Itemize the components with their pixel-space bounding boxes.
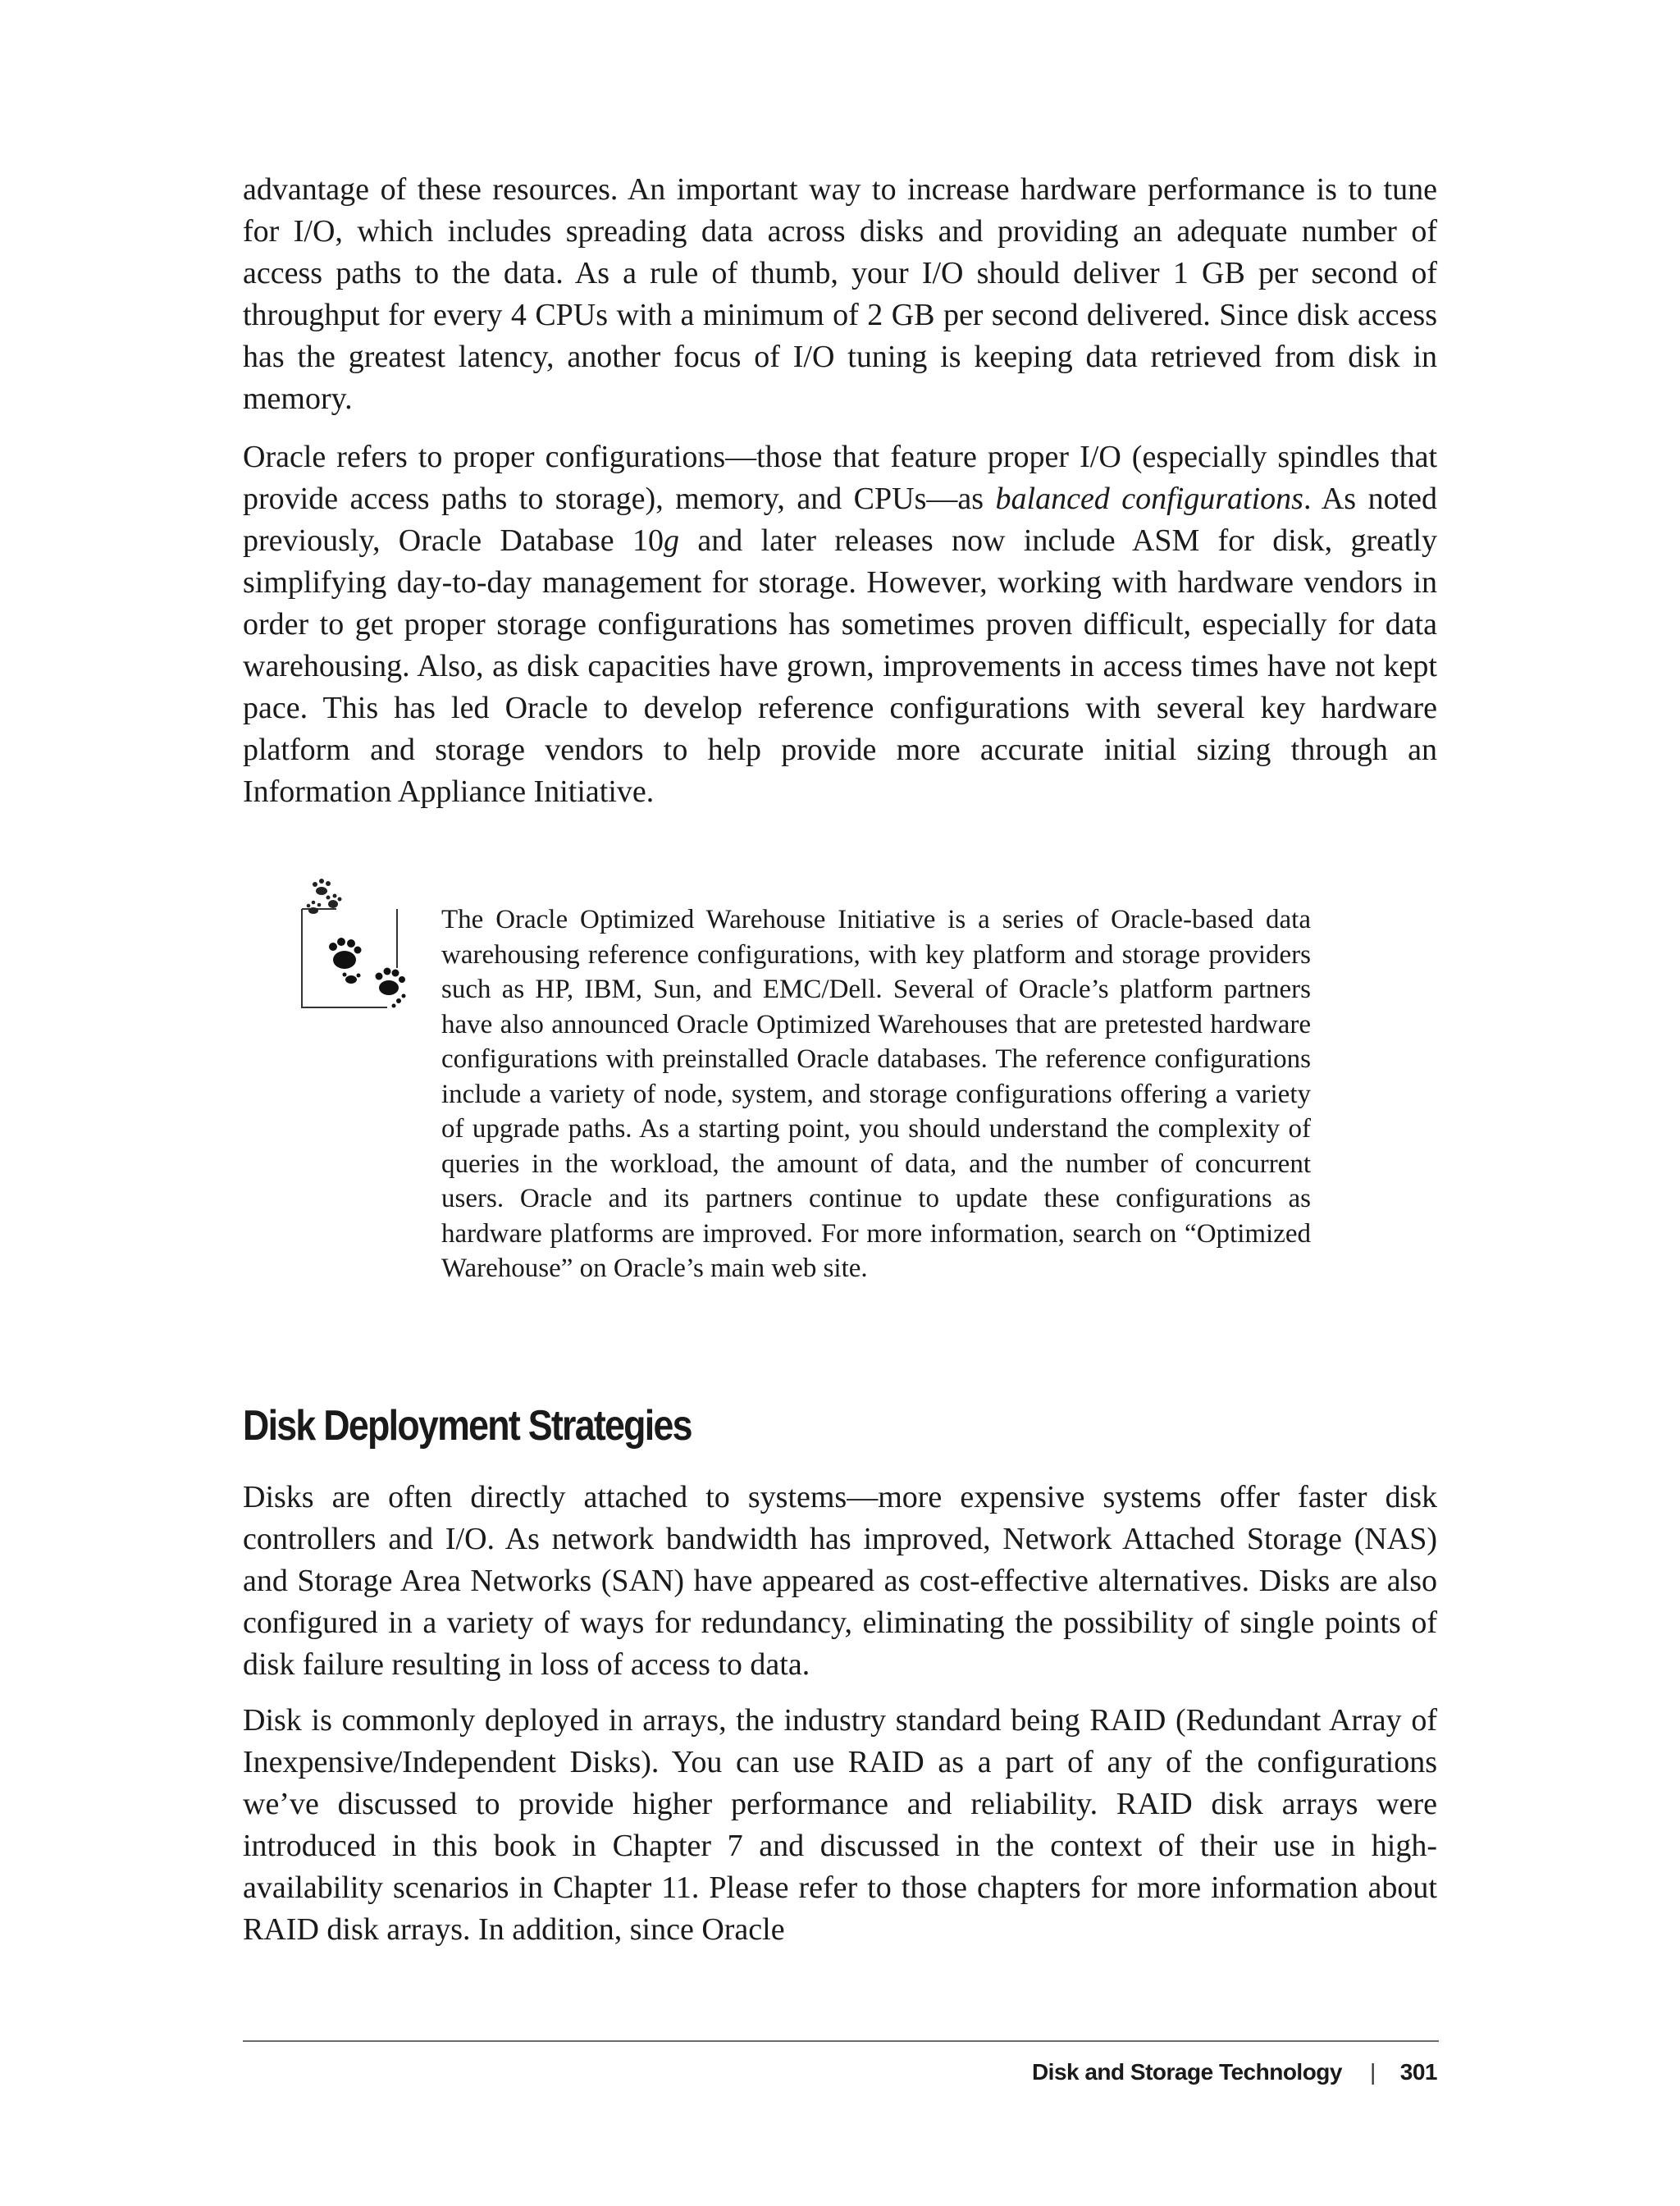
- paragraph-io-tuning: advantage of these resources. An important way to increase hardware performance is to tune for I/O, which includes spreading data across disks and providing an adequate number of access paths to the data. As a rule of thumb, your I/O should deliver 1 GB per second of throughput for every 4 CPUs with a minimum of 2 GB per second delivered. Since disk access has the greatest latency, another focus of I/O tuning is keeping data retrieved from disk in memory.: [243, 172, 1437, 416]
- p2-text-3: and later releases now include ASM for disk, greatly simplifying day-to-day management for storage. However, working with hardware vendors in order to get proper storage configurations has sometimes proven difficult, especially for data warehousing. Also, as disk capacities have grown, improvements in access times have not kept pace. This has led Oracle to develop reference configurations with several key hardware platform and storage vendors to help provide more accurate initial sizing through an Information Appliance Initiative.: [243, 523, 1437, 809]
- section-heading: Disk Deployment Strategies: [243, 1402, 692, 1450]
- paragraph-raid: Disk is commonly deployed in arrays, the industry standard being RAID (Redundant Array of Inexpensive/Independent Disks). You can use RAID as a part of any of the configurations we’ve discussed to provide higher performance and reliability. RAID disk arrays were introduced in this book in Chapter 7 and discussed in the context of their use in high-availability scenarios in Chapter 11. Please refer to those chapters for more information about RAID disk arrays. In addition, since Oracle: [243, 1703, 1437, 1947]
- footer-chapter-title: Disk and Storage Technology: [1031, 2059, 1342, 2085]
- p2-emphasis-balanced: balanced configurations: [995, 482, 1303, 516]
- paragraph-balanced-configurations: [243, 436, 1437, 813]
- footer-divider: [243, 2040, 1439, 2042]
- footer-separator: |: [1370, 2059, 1376, 2085]
- page-number: 301: [1399, 2059, 1437, 2085]
- tip-note: The Oracle Optimized Warehouse Initiative is a series of Oracle-based data warehousing reference configurations, with key platform and storage providers such as HP, IBM, Sun, and EMC/Dell. Several of Oracle’s platform partners have also announced Oracle Optimized Warehouses that are pretested hardware configurations with preinstalled Oracle databases. The reference configurations include a variety of node, system, and storage configurations offering a variety of upgrade paths. As a starting point, you should understand the complexity of queries in the workload, the amount of data, and the number of concurrent users. Oracle and its partners continue to update these configurations as hardware platforms are improved. For more information, search on “Optimized Warehouse” on Oracle’s main web site.: [441, 905, 1311, 1283]
- p2-text-1: Oracle refers to proper configurations—those that feature proper I/O (especially spindles that provide access paths to storage), memory, and CPUs—as: [243, 440, 1437, 516]
- page-footer: [1032, 2059, 1437, 2085]
- paragraph-disk-attachment: Disks are often directly attached to systems—more expensive systems offer faster disk controllers and I/O. As network bandwidth has improved, Network Attached Storage (NAS) and Storage Area Networks (SAN) have appeared as cost-effective alternatives. Disks are also configured in a variety of ways for redundancy, eliminating the possibility of single points of disk failure resulting in loss of access to data.: [243, 1480, 1437, 1682]
- p2-emphasis-g: g: [664, 523, 680, 558]
- tip-raccoon-icon: [297, 876, 409, 1014]
- p2-text-2: . As noted previously, Oracle Database 10: [243, 482, 1437, 558]
